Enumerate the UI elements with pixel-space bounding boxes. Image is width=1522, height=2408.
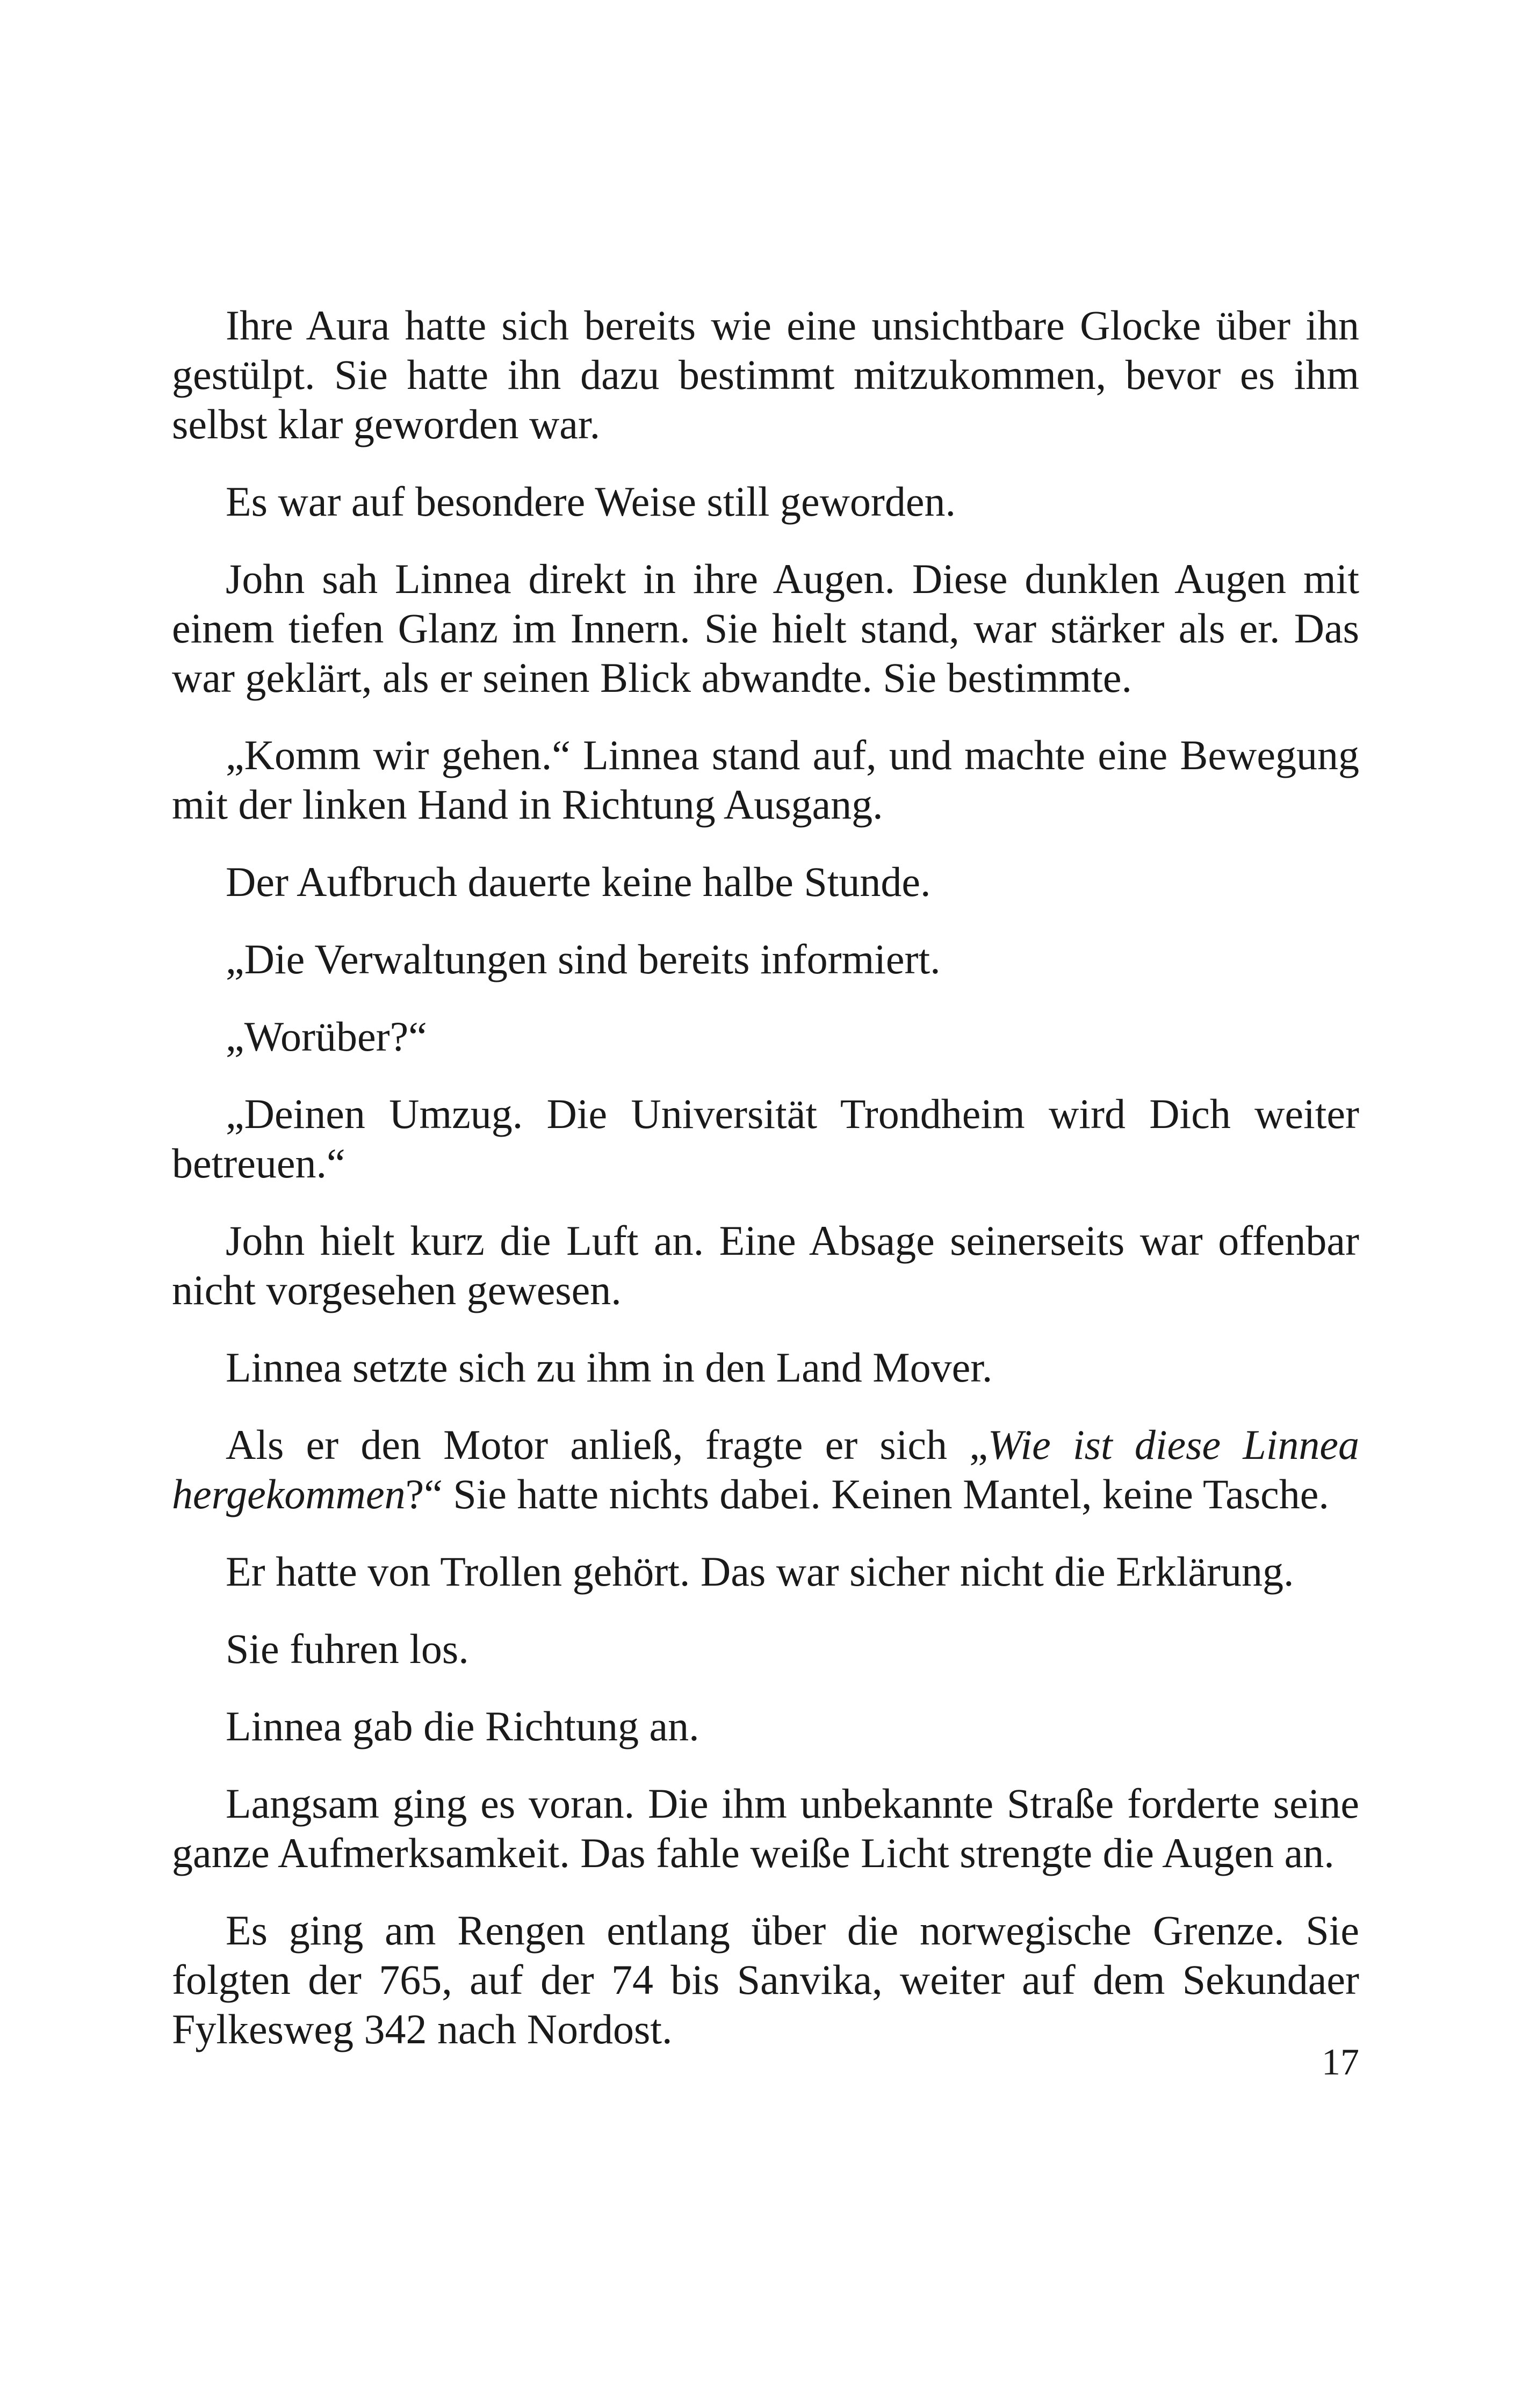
italic-thought: Wie ist diese Linnea hergekommen: [172, 1421, 1359, 1517]
paragraph: John hielt kurz die Luft an. Eine Absage seinerseits war offenbar nicht vorgesehen gewesen.: [172, 1217, 1359, 1313]
paragraph: „Komm wir gehen.“ Linnea stand auf, und machte eine Bewegung mit der linken Hand in Richtung Ausgang.: [172, 732, 1359, 828]
paragraph: Langsam ging es voran. Die ihm unbekannte Straße forderte seine ganze Aufmerksamkeit. Das fahle weiße Licht strengte die Augen an.: [172, 1780, 1359, 1876]
paragraph: Ihre Aura hatte sich bereits wie eine unsichtbare Glocke über ihn gestülpt. Sie hatte ihn dazu bestimmt mitzukommen, bevor es ihm selbst klar geworden war.: [172, 302, 1359, 447]
paragraph: Der Aufbruch dauerte keine halbe Stunde.: [226, 858, 931, 905]
page-number: 17: [1322, 2042, 1359, 2083]
paragraph: Es war auf besondere Weise still geworden.: [226, 478, 956, 525]
paragraph: Es ging am Rengen entlang über die norwegische Grenze. Sie folgten der 765, auf der 74 bis Sanvika, weiter auf dem Sekundaer Fylkesweg 342 nach Nordost.: [172, 1907, 1359, 2052]
paragraph: John sah Linnea direkt in ihre Augen. Diese dunklen Augen mit einem tiefen Glanz im Innern. Sie hielt stand, war stärker als er. Das war geklärt, als er seinen Blick abwandte. Sie bestimmte.: [172, 555, 1359, 701]
paragraph-with-italic-thought: [172, 1420, 1359, 1519]
book-page-body: [172, 301, 1359, 2082]
paragraph: „Deinen Umzug. Die Universität Trondheim wird Dich weiter betreuen.“: [172, 1090, 1359, 1187]
paragraph: Sie fuhren los.: [226, 1625, 469, 1672]
paragraph: Linnea setzte sich zu ihm in den Land Mover.: [226, 1344, 993, 1391]
paragraph: „Worüber?“: [226, 1013, 427, 1060]
paragraph: Linnea gab die Richtung an.: [226, 1703, 699, 1749]
paragraph-text: Als er den Motor anließ, fragte er sich „: [226, 1421, 988, 1468]
paragraph: Er hatte von Trollen gehört. Das war sicher nicht die Erklärung.: [226, 1548, 1294, 1595]
paragraph: „Die Verwaltungen sind bereits informiert.: [226, 936, 941, 982]
paragraph-text: ?“ Sie hatte nichts dabei. Keinen Mantel, keine Tasche.: [405, 1471, 1329, 1517]
